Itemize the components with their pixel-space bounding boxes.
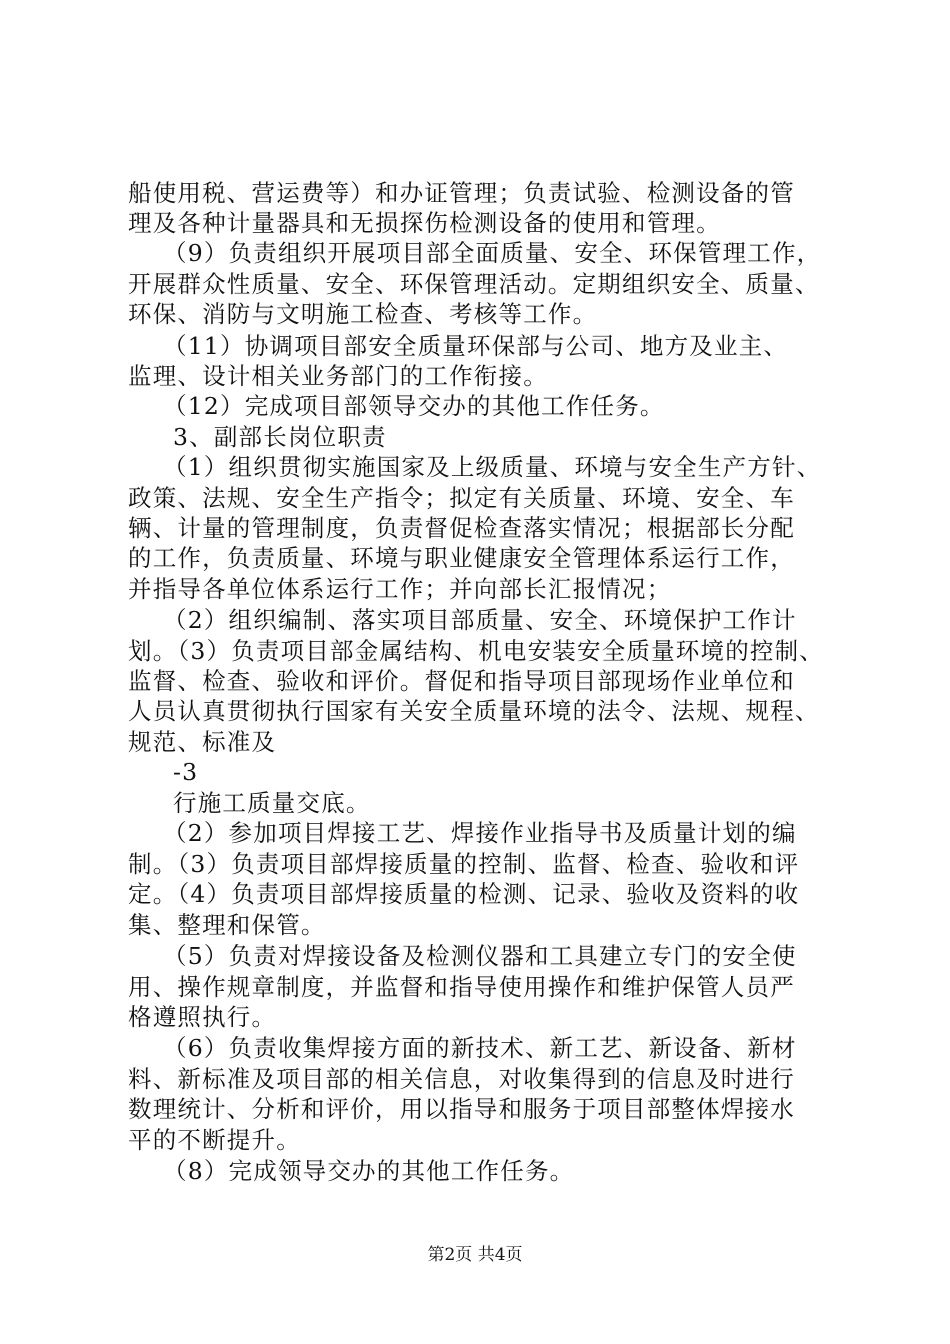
- paragraph-start-line: （5）负责对焊接设备及检测仪器和工具建立专门的安全使: [163, 942, 797, 970]
- body-line: 划。（3）负责项目部金属结构、机电安装安全质量环境的控制、: [128, 637, 825, 665]
- body-line: 格遵照执行。: [128, 1003, 277, 1031]
- body-line: 船使用税、营运费等）和办证管理；负责试验、检测设备的管: [128, 179, 795, 207]
- body-line: 定。（4）负责项目部焊接质量的检测、记录、验收及资料的收: [128, 880, 800, 908]
- section-heading: 3、副部长岗位职责: [173, 423, 387, 451]
- page-marker: -3: [173, 758, 199, 786]
- body-line: 辆、计量的管理制度，负责督促检查落实情况；根据部长分配: [128, 514, 795, 542]
- paragraph-start-line: （8）完成领导交办的其他工作任务。: [163, 1157, 575, 1185]
- body-line: 的工作，负责质量、环境与职业健康安全管理体系运行工作，: [128, 544, 795, 572]
- paragraph-start-line: （2）组织编制、落实项目部质量、安全、环境保护工作计: [163, 606, 797, 634]
- body-line: 行施工质量交底。: [173, 789, 371, 817]
- page-footer: 第2页 共4页: [427, 1245, 523, 1265]
- body-line: 并指导各单位体系运行工作；并向部长汇报情况；: [128, 575, 672, 603]
- paragraph-start-line: （9）负责组织开展项目部全面质量、安全、环保管理工作，: [163, 239, 822, 267]
- paragraph-start-line: （2）参加项目焊接工艺、焊接作业指导书及质量计划的编: [163, 819, 797, 847]
- body-line: 监督、检查、验收和评价。督促和指导项目部现场作业单位和: [128, 667, 795, 695]
- paragraph-start-line: （6）负责收集焊接方面的新技术、新工艺、新设备、新材: [163, 1034, 797, 1062]
- paragraph-start-line: （11）协调项目部安全质量环保部与公司、地方及业主、: [163, 332, 789, 360]
- body-line: 环保、消防与文明施工检查、考核等工作。: [128, 300, 598, 328]
- body-line: 规范、标准及: [128, 728, 277, 756]
- body-line: 集、整理和保管。: [128, 911, 326, 939]
- body-line: 开展群众性质量、安全、环保管理活动。定期组织安全、质量、: [128, 270, 820, 298]
- body-line: 制。（3）负责项目部焊接质量的控制、监督、检查、验收和评: [128, 850, 800, 878]
- body-line: 政策、法规、安全生产指令；拟定有关质量、环境、安全、车: [128, 484, 795, 512]
- body-line: 料、新标准及项目部的相关信息，对收集得到的信息及时进行: [128, 1065, 795, 1093]
- paragraph-start-line: （1）组织贯彻实施国家及上级质量、环境与安全生产方针、: [163, 453, 822, 481]
- body-line: 理及各种计量器具和无损探伤检测设备的使用和管理。: [128, 209, 721, 237]
- body-line: 用、操作规章制度，并监督和指导使用操作和维护保管人员严: [128, 973, 795, 1001]
- body-line: 人员认真贯彻执行国家有关安全质量环境的法令、法规、规程、: [128, 697, 820, 725]
- body-line: 监理、设计相关业务部门的工作衔接。: [128, 362, 548, 390]
- body-line: 数理统计、分析和评价，用以指导和服务于项目部整体焊接水: [128, 1095, 795, 1123]
- body-line: 平的不断提升。: [128, 1126, 301, 1154]
- paragraph-start-line: （12）完成项目部领导交办的其他工作任务。: [163, 392, 665, 420]
